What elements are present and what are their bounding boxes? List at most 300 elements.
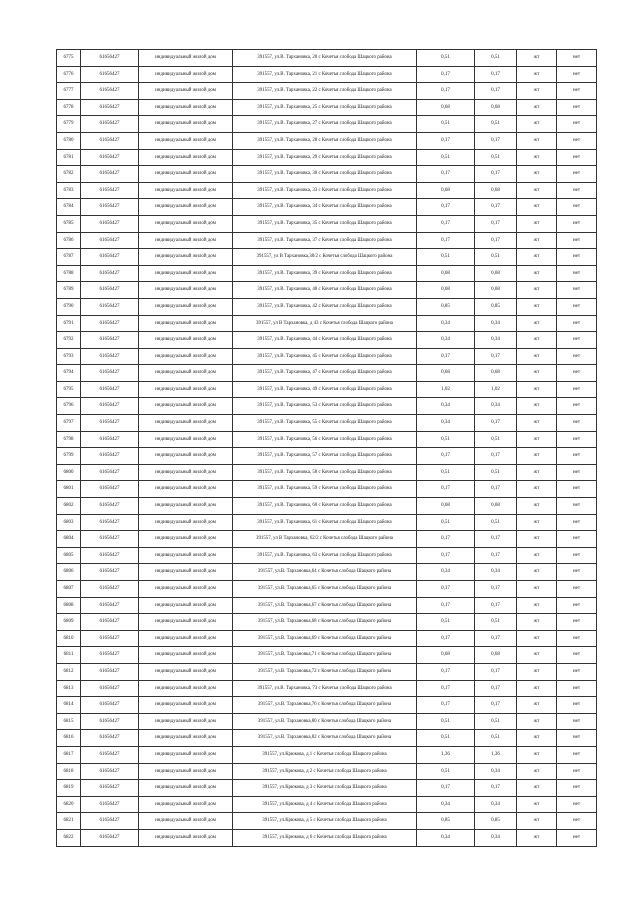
- table-row: [57, 249, 597, 266]
- flag-cell: нет: [557, 199, 597, 216]
- row-number-cell: 6810: [57, 630, 81, 647]
- table-row: [57, 398, 597, 415]
- value-a-cell: 1,02: [417, 381, 475, 398]
- table-row: [57, 514, 597, 531]
- oktmo-code-cell: 61656427: [81, 780, 139, 797]
- value-b-cell: 0,68: [475, 498, 517, 515]
- table-body: [57, 50, 597, 847]
- flag-cell: нет: [557, 813, 597, 830]
- unit-cell: жт: [517, 481, 557, 498]
- address-cell: 391557, ул.В. Тархановка, 39 с Кочетья слобода Шацкого района: [233, 265, 417, 282]
- row-number-cell: 6784: [57, 199, 81, 216]
- value-a-cell: 0,17: [417, 680, 475, 697]
- value-b-cell: 0,17: [475, 415, 517, 432]
- flag-cell: нет: [557, 697, 597, 714]
- table-row: [57, 680, 597, 697]
- value-a-cell: 0,17: [417, 348, 475, 365]
- value-a-cell: 0,51: [417, 50, 475, 67]
- object-type-cell: индивидуальный жилой дом: [139, 232, 233, 249]
- table-row: [57, 116, 597, 133]
- unit-cell: жт: [517, 365, 557, 382]
- value-a-cell: 0,68: [417, 182, 475, 199]
- address-cell: 391557, ул.В. Тархановка, 21 с Кочетья слобода Шацкого района: [233, 66, 417, 83]
- address-cell: 391557, ул.В. Тархановка,68 с Кочетья слобода Шацкого района: [233, 614, 417, 631]
- row-number-cell: 6777: [57, 83, 81, 100]
- row-number-cell: 6798: [57, 431, 81, 448]
- value-b-cell: 0,34: [475, 763, 517, 780]
- object-type-cell: индивидуальный жилой дом: [139, 431, 233, 448]
- unit-cell: жт: [517, 116, 557, 133]
- table-row: [57, 713, 597, 730]
- object-type-cell: индивидуальный жилой дом: [139, 813, 233, 830]
- address-cell: 391557, ул.В. Тархановка,80 с Кочетья слобода Шацкого района: [233, 713, 417, 730]
- value-a-cell: 0,34: [417, 332, 475, 349]
- value-b-cell: 0,51: [475, 614, 517, 631]
- flag-cell: нет: [557, 83, 597, 100]
- flag-cell: нет: [557, 381, 597, 398]
- row-number-cell: 6811: [57, 647, 81, 664]
- unit-cell: жт: [517, 647, 557, 664]
- row-number-cell: 6778: [57, 99, 81, 116]
- row-number-cell: 6787: [57, 249, 81, 266]
- row-number-cell: 6802: [57, 498, 81, 515]
- row-number-cell: 6820: [57, 796, 81, 813]
- table-row: [57, 365, 597, 382]
- object-type-cell: индивидуальный жилой дом: [139, 448, 233, 465]
- oktmo-code-cell: 61656427: [81, 315, 139, 332]
- object-type-cell: индивидуальный жилой дом: [139, 829, 233, 846]
- flag-cell: нет: [557, 763, 597, 780]
- row-number-cell: 6796: [57, 398, 81, 415]
- object-type-cell: индивидуальный жилой дом: [139, 282, 233, 299]
- unit-cell: жт: [517, 66, 557, 83]
- object-type-cell: индивидуальный жилой дом: [139, 265, 233, 282]
- row-number-cell: 6775: [57, 50, 81, 67]
- object-type-cell: индивидуальный жилой дом: [139, 697, 233, 714]
- row-number-cell: 6815: [57, 713, 81, 730]
- row-number-cell: 6807: [57, 581, 81, 598]
- address-cell: 391557, ул В Тархановка, д 43 с Кочетья слобода Шацкого района: [233, 315, 417, 332]
- unit-cell: жт: [517, 597, 557, 614]
- object-type-cell: индивидуальный жилой дом: [139, 498, 233, 515]
- flag-cell: нет: [557, 415, 597, 432]
- unit-cell: жт: [517, 50, 557, 67]
- object-type-cell: индивидуальный жилой дом: [139, 713, 233, 730]
- object-type-cell: индивидуальный жилой дом: [139, 763, 233, 780]
- address-cell: 391557, ул.В. Тархановка, 45 с Кочетья слобода Шацкого района: [233, 348, 417, 365]
- object-type-cell: индивидуальный жилой дом: [139, 481, 233, 498]
- oktmo-code-cell: 61656427: [81, 182, 139, 199]
- value-a-cell: 0,17: [417, 66, 475, 83]
- table-row: [57, 99, 597, 116]
- row-number-cell: 6793: [57, 348, 81, 365]
- address-cell: 391557, ул.В. Тархановка,67 с Кочетья слобода Шацкого района: [233, 597, 417, 614]
- oktmo-code-cell: 61656427: [81, 381, 139, 398]
- table-row: [57, 332, 597, 349]
- address-cell: 391557, ул.Крюкова, д 3 с Кочетья слобода Шацкого района: [233, 780, 417, 797]
- oktmo-code-cell: 61656427: [81, 481, 139, 498]
- oktmo-code-cell: 61656427: [81, 581, 139, 598]
- table-row: [57, 298, 597, 315]
- row-number-cell: 6781: [57, 149, 81, 166]
- address-cell: 391557, ул.В. Тархановка, 44 с Кочетья слобода Шацкого района: [233, 332, 417, 349]
- value-b-cell: 0,68: [475, 282, 517, 299]
- row-number-cell: 6808: [57, 597, 81, 614]
- object-type-cell: индивидуальный жилой дом: [139, 796, 233, 813]
- value-a-cell: 0,17: [417, 581, 475, 598]
- value-a-cell: 0,51: [417, 464, 475, 481]
- object-type-cell: индивидуальный жилой дом: [139, 332, 233, 349]
- table-row: [57, 66, 597, 83]
- oktmo-code-cell: 61656427: [81, 597, 139, 614]
- value-b-cell: 0,51: [475, 464, 517, 481]
- table-row: [57, 265, 597, 282]
- row-number-cell: 6804: [57, 531, 81, 548]
- value-b-cell: 1,36: [475, 746, 517, 763]
- value-b-cell: 0,51: [475, 149, 517, 166]
- value-b-cell: 0,51: [475, 730, 517, 747]
- flag-cell: нет: [557, 265, 597, 282]
- row-number-cell: 6800: [57, 464, 81, 481]
- object-type-cell: индивидуальный жилой дом: [139, 249, 233, 266]
- object-type-cell: индивидуальный жилой дом: [139, 83, 233, 100]
- value-a-cell: 0,17: [417, 697, 475, 714]
- unit-cell: жт: [517, 99, 557, 116]
- table-row: [57, 149, 597, 166]
- row-number-cell: 6795: [57, 381, 81, 398]
- value-a-cell: 0,85: [417, 813, 475, 830]
- unit-cell: жт: [517, 282, 557, 299]
- object-type-cell: индивидуальный жилой дом: [139, 66, 233, 83]
- value-b-cell: 0,51: [475, 116, 517, 133]
- unit-cell: жт: [517, 199, 557, 216]
- value-b-cell: 0,68: [475, 99, 517, 116]
- value-b-cell: 0,68: [475, 182, 517, 199]
- table-row: [57, 564, 597, 581]
- address-cell: 391557, ул В Тархановка, 62/2 с Кочетья слобода Шацкого района: [233, 531, 417, 548]
- flag-cell: нет: [557, 398, 597, 415]
- value-b-cell: 1,02: [475, 381, 517, 398]
- oktmo-code-cell: 61656427: [81, 680, 139, 697]
- address-cell: 391557, ул.В. Тархановка, 40 с Кочетья слобода Шацкого района: [233, 282, 417, 299]
- row-number-cell: 6776: [57, 66, 81, 83]
- value-b-cell: 0,68: [475, 265, 517, 282]
- object-type-cell: индивидуальный жилой дом: [139, 381, 233, 398]
- table-row: [57, 630, 597, 647]
- value-a-cell: 0,34: [417, 829, 475, 846]
- value-a-cell: 0,17: [417, 215, 475, 232]
- row-number-cell: 6785: [57, 215, 81, 232]
- table-row: [57, 199, 597, 216]
- value-a-cell: 0,51: [417, 116, 475, 133]
- value-b-cell: 0,85: [475, 298, 517, 315]
- value-a-cell: 0,17: [417, 630, 475, 647]
- value-a-cell: 0,51: [417, 614, 475, 631]
- oktmo-code-cell: 61656427: [81, 647, 139, 664]
- row-number-cell: 6817: [57, 746, 81, 763]
- unit-cell: жт: [517, 581, 557, 598]
- row-number-cell: 6780: [57, 132, 81, 149]
- oktmo-code-cell: 61656427: [81, 498, 139, 515]
- value-a-cell: 0,51: [417, 713, 475, 730]
- value-a-cell: 0,34: [417, 315, 475, 332]
- row-number-cell: 6812: [57, 663, 81, 680]
- object-type-cell: индивидуальный жилой дом: [139, 166, 233, 183]
- flag-cell: нет: [557, 581, 597, 598]
- object-type-cell: индивидуальный жилой дом: [139, 531, 233, 548]
- flag-cell: нет: [557, 132, 597, 149]
- value-a-cell: 0,34: [417, 415, 475, 432]
- table-row: [57, 547, 597, 564]
- object-type-cell: индивидуальный жилой дом: [139, 614, 233, 631]
- oktmo-code-cell: 61656427: [81, 713, 139, 730]
- oktmo-code-cell: 61656427: [81, 431, 139, 448]
- flag-cell: нет: [557, 630, 597, 647]
- unit-cell: жт: [517, 398, 557, 415]
- table-row: [57, 232, 597, 249]
- row-number-cell: 6819: [57, 780, 81, 797]
- oktmo-code-cell: 61656427: [81, 199, 139, 216]
- flag-cell: нет: [557, 663, 597, 680]
- value-b-cell: 0,17: [475, 83, 517, 100]
- object-type-cell: индивидуальный жилой дом: [139, 149, 233, 166]
- unit-cell: жт: [517, 182, 557, 199]
- object-type-cell: индивидуальный жилой дом: [139, 365, 233, 382]
- value-b-cell: 0,34: [475, 564, 517, 581]
- object-type-cell: индивидуальный жилой дом: [139, 215, 233, 232]
- row-number-cell: 6822: [57, 829, 81, 846]
- address-cell: 391557, ул.В. Тархановка, 29 с Кочетья слобода Шацкого района: [233, 149, 417, 166]
- value-a-cell: 1,36: [417, 746, 475, 763]
- address-cell: 391557, ул.В. Тархановка, 61 с Кочетья слобода Шацкого района: [233, 514, 417, 531]
- unit-cell: жт: [517, 663, 557, 680]
- table-row: [57, 813, 597, 830]
- oktmo-code-cell: 61656427: [81, 746, 139, 763]
- row-number-cell: 6788: [57, 265, 81, 282]
- unit-cell: жт: [517, 298, 557, 315]
- flag-cell: нет: [557, 647, 597, 664]
- unit-cell: жт: [517, 780, 557, 797]
- value-a-cell: 0,85: [417, 298, 475, 315]
- object-type-cell: индивидуальный жилой дом: [139, 564, 233, 581]
- table-row: [57, 498, 597, 515]
- flag-cell: нет: [557, 780, 597, 797]
- value-b-cell: 0,17: [475, 697, 517, 714]
- row-number-cell: 6789: [57, 282, 81, 299]
- unit-cell: жт: [517, 680, 557, 697]
- unit-cell: жт: [517, 464, 557, 481]
- object-type-cell: индивидуальный жилой дом: [139, 514, 233, 531]
- flag-cell: нет: [557, 332, 597, 349]
- value-a-cell: 0,51: [417, 730, 475, 747]
- table-row: [57, 730, 597, 747]
- flag-cell: нет: [557, 796, 597, 813]
- flag-cell: нет: [557, 498, 597, 515]
- oktmo-code-cell: 61656427: [81, 697, 139, 714]
- address-cell: 391557, ул.В. Тархановка, 42 с Кочетья слобода Шацкого района: [233, 298, 417, 315]
- oktmo-code-cell: 61656427: [81, 232, 139, 249]
- object-type-cell: индивидуальный жилой дом: [139, 182, 233, 199]
- address-cell: 391557, ул.В. Тархановка, 73 с Кочетья слобода Шацкого района: [233, 680, 417, 697]
- address-cell: 391557, ул.В. Тархановка, 28 с Кочетья слобода Шацкого района: [233, 132, 417, 149]
- oktmo-code-cell: 61656427: [81, 365, 139, 382]
- value-b-cell: 0,34: [475, 332, 517, 349]
- unit-cell: жт: [517, 763, 557, 780]
- value-a-cell: 0,51: [417, 763, 475, 780]
- value-b-cell: 0,17: [475, 215, 517, 232]
- value-b-cell: 0,17: [475, 166, 517, 183]
- value-b-cell: 0,68: [475, 365, 517, 382]
- flag-cell: нет: [557, 66, 597, 83]
- row-number-cell: 6779: [57, 116, 81, 133]
- address-cell: 391557, ул.В. Тархановка, 63 с Кочетья слобода Шацкого района: [233, 547, 417, 564]
- flag-cell: нет: [557, 116, 597, 133]
- oktmo-code-cell: 61656427: [81, 614, 139, 631]
- object-type-cell: индивидуальный жилой дом: [139, 298, 233, 315]
- value-a-cell: 0,17: [417, 83, 475, 100]
- address-cell: 391557, ул.В. Тархановка, 25 с Кочетья слобода Шацкого района: [233, 99, 417, 116]
- flag-cell: нет: [557, 547, 597, 564]
- oktmo-code-cell: 61656427: [81, 332, 139, 349]
- address-cell: 391557, ул.В. Тархановка, 35 с Кочетья слобода Шацкого района: [233, 215, 417, 232]
- row-number-cell: 6803: [57, 514, 81, 531]
- value-b-cell: 0,17: [475, 66, 517, 83]
- oktmo-code-cell: 61656427: [81, 149, 139, 166]
- address-cell: 391557, ул.Крюкова, д 1 с Кочетья слобода Шацкого района: [233, 746, 417, 763]
- table-row: [57, 697, 597, 714]
- address-cell: 391557, ул.В. Тархановка,64 с Кочетья слобода Шацкого района: [233, 564, 417, 581]
- object-type-cell: индивидуальный жилой дом: [139, 597, 233, 614]
- oktmo-code-cell: 61656427: [81, 415, 139, 432]
- unit-cell: жт: [517, 564, 557, 581]
- row-number-cell: 6794: [57, 365, 81, 382]
- oktmo-code-cell: 61656427: [81, 829, 139, 846]
- unit-cell: жт: [517, 829, 557, 846]
- address-cell: 391557, ул.В. Тархановка, 34 с Кочетья слобода Шацкого района: [233, 199, 417, 216]
- unit-cell: жт: [517, 796, 557, 813]
- value-b-cell: 0,17: [475, 780, 517, 797]
- flag-cell: нет: [557, 298, 597, 315]
- value-a-cell: 0,51: [417, 514, 475, 531]
- object-type-cell: индивидуальный жилой дом: [139, 547, 233, 564]
- oktmo-code-cell: 61656427: [81, 166, 139, 183]
- value-b-cell: 0,17: [475, 663, 517, 680]
- table-row: [57, 431, 597, 448]
- unit-cell: жт: [517, 83, 557, 100]
- row-number-cell: 6805: [57, 547, 81, 564]
- value-b-cell: 0,17: [475, 630, 517, 647]
- value-b-cell: 0,34: [475, 315, 517, 332]
- object-type-cell: индивидуальный жилой дом: [139, 415, 233, 432]
- value-a-cell: 0,17: [417, 481, 475, 498]
- flag-cell: нет: [557, 232, 597, 249]
- table-row: [57, 348, 597, 365]
- unit-cell: жт: [517, 547, 557, 564]
- oktmo-code-cell: 61656427: [81, 265, 139, 282]
- oktmo-code-cell: 61656427: [81, 514, 139, 531]
- row-number-cell: 6821: [57, 813, 81, 830]
- unit-cell: жт: [517, 448, 557, 465]
- value-a-cell: 0,17: [417, 780, 475, 797]
- value-b-cell: 0,51: [475, 514, 517, 531]
- object-type-cell: индивидуальный жилой дом: [139, 730, 233, 747]
- table-row: [57, 796, 597, 813]
- oktmo-code-cell: 61656427: [81, 730, 139, 747]
- table-row: [57, 83, 597, 100]
- unit-cell: жт: [517, 531, 557, 548]
- address-cell: 391557, ул.В. Тархановка, 33 с Кочетья слобода Шацкого района: [233, 182, 417, 199]
- flag-cell: нет: [557, 597, 597, 614]
- value-a-cell: 0,17: [417, 663, 475, 680]
- row-number-cell: 6809: [57, 614, 81, 631]
- value-b-cell: 0,17: [475, 448, 517, 465]
- value-a-cell: 0,17: [417, 132, 475, 149]
- unit-cell: жт: [517, 746, 557, 763]
- value-a-cell: 0,17: [417, 166, 475, 183]
- address-cell: 391557, ул.Крюкова, д 2 с Кочетья слобода Шацкого района: [233, 763, 417, 780]
- row-number-cell: 6786: [57, 232, 81, 249]
- address-cell: 391557, ул В Тархановка,38/2 с Кочетья слобода Шацкого района: [233, 249, 417, 266]
- row-number-cell: 6790: [57, 298, 81, 315]
- address-cell: 391557, ул.В. Тархановка,82 с Кочетья слобода Шацкого района: [233, 730, 417, 747]
- value-b-cell: 0,17: [475, 132, 517, 149]
- value-a-cell: 0,17: [417, 199, 475, 216]
- address-cell: 391557, ул.В. Тархановка,71 с Кочетья слобода Шацкого района: [233, 647, 417, 664]
- address-cell: 391557, ул.В. Тархановка,69 с Кочетья слобода Шацкого района: [233, 630, 417, 647]
- row-number-cell: 6806: [57, 564, 81, 581]
- flag-cell: нет: [557, 315, 597, 332]
- unit-cell: жт: [517, 249, 557, 266]
- oktmo-code-cell: 61656427: [81, 763, 139, 780]
- table-row: [57, 746, 597, 763]
- flag-cell: нет: [557, 348, 597, 365]
- value-a-cell: 0,34: [417, 398, 475, 415]
- table-row: [57, 315, 597, 332]
- row-number-cell: 6818: [57, 763, 81, 780]
- address-cell: 391557, ул.В. Тархановка, 58 с Кочетья слобода Шацкого района: [233, 464, 417, 481]
- unit-cell: жт: [517, 348, 557, 365]
- table-row: [57, 581, 597, 598]
- flag-cell: нет: [557, 182, 597, 199]
- oktmo-code-cell: 61656427: [81, 298, 139, 315]
- unit-cell: жт: [517, 498, 557, 515]
- flag-cell: нет: [557, 680, 597, 697]
- unit-cell: жт: [517, 431, 557, 448]
- value-a-cell: 0,17: [417, 547, 475, 564]
- flag-cell: нет: [557, 149, 597, 166]
- value-b-cell: 0,51: [475, 249, 517, 266]
- flag-cell: нет: [557, 431, 597, 448]
- unit-cell: жт: [517, 713, 557, 730]
- unit-cell: жт: [517, 315, 557, 332]
- unit-cell: жт: [517, 265, 557, 282]
- table-row: [57, 780, 597, 797]
- value-a-cell: 0,34: [417, 564, 475, 581]
- row-number-cell: 6797: [57, 415, 81, 432]
- oktmo-code-cell: 61656427: [81, 813, 139, 830]
- object-type-cell: индивидуальный жилой дом: [139, 132, 233, 149]
- object-type-cell: индивидуальный жилой дом: [139, 581, 233, 598]
- flag-cell: нет: [557, 564, 597, 581]
- object-type-cell: индивидуальный жилой дом: [139, 663, 233, 680]
- object-type-cell: индивидуальный жилой дом: [139, 398, 233, 415]
- table-row: [57, 464, 597, 481]
- table-row: [57, 647, 597, 664]
- oktmo-code-cell: 61656427: [81, 398, 139, 415]
- address-cell: 391557, ул.Крюкова, д 4 с Кочетья слобода Шацкого района: [233, 796, 417, 813]
- address-cell: 391557, ул.Крюкова, д 5 с Кочетья слобода Шацкого района: [233, 813, 417, 830]
- value-b-cell: 0,51: [475, 713, 517, 730]
